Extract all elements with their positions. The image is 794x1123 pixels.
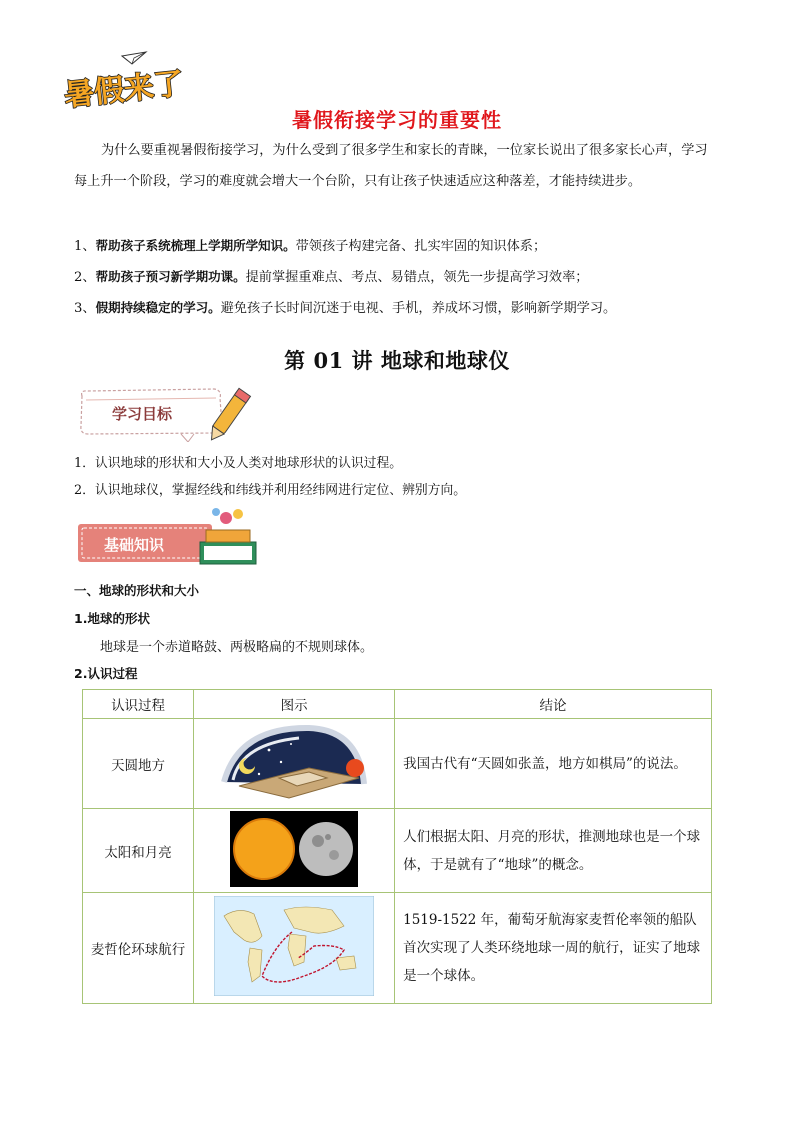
illustration-cell (194, 809, 395, 893)
sky-dome-illustration (219, 722, 369, 802)
illustration-cell (194, 893, 395, 1004)
books-icon (200, 508, 256, 564)
stage-cell: 天圆地方 (83, 719, 194, 809)
knowledge-table (82, 689, 712, 1004)
illustration-cell (194, 719, 395, 809)
table-row (83, 809, 712, 893)
badge-label: 基础知识 (104, 536, 165, 554)
voyage-map-illustration (214, 896, 374, 996)
svg-text:暑假来了: 暑假来了 (62, 66, 186, 114)
page-title: 暑假衔接学习的重要性 (292, 108, 502, 132)
header-cell: 认识过程 (83, 690, 194, 719)
intro-paragraph: 为什么要重视暑假衔接学习，为什么受到了很多学生和家长的青睐，一位家长说出了很多家长心声，学习每上升一个阶段，学习的难度就会增大一个台阶，只有让孩子快速适应这种落差，才能持续进步。 (74, 143, 708, 189)
stage-cell: 麦哲伦环球航行 (83, 893, 194, 1004)
goal-item: 2．认识地球仪，掌握经线和纬线并利用经纬网进行定位、辨别方向。 (74, 483, 467, 498)
section-title: 一、地球的形状和大小 (74, 583, 200, 598)
conclusion-cell: 我国古代有“天圆如张盖，地方如棋局”的说法。 (395, 719, 712, 809)
conclusion-cell: 人们根据太阳、月亮的形状，推测地球也是一个球体，于是就有了“地球”的概念。 (395, 809, 712, 893)
point-item: 3、假期持续稳定的学习。避免孩子长时间沉迷于电视、手机，养成坏习惯，影响新学期学习。 (74, 300, 617, 316)
learning-goals-badge (76, 386, 256, 442)
basic-knowledge-badge (76, 506, 262, 572)
table-row (83, 893, 712, 1004)
header-cell: 结论 (395, 690, 712, 719)
paper-plane-icon (122, 52, 146, 64)
table-header-row (83, 690, 712, 719)
badge-label: 学习目标 (112, 405, 173, 423)
header-cell: 图示 (194, 690, 395, 719)
table-row (83, 719, 712, 809)
sun-moon-illustration (230, 811, 358, 887)
stage-cell: 太阳和月亮 (83, 809, 194, 893)
point-item: 2、帮助孩子预习新学期功课。提前掌握重难点、考点、易错点，领先一步提高学习效率； (74, 269, 589, 285)
lecture-title: 第 01 讲 地球和地球仪 (284, 348, 510, 373)
conclusion-cell: 1519-1522 年，葡萄牙航海家麦哲伦率领的船队首次实现了人类环绕地球一周的航行，证实了地球是一个球体。 (395, 893, 712, 1004)
subsection-title: 1.地球的形状 (74, 611, 150, 626)
goal-item: 1．认识地球的形状和大小及人类对地球形状的认识过程。 (74, 456, 403, 471)
subsection-title: 2.认识过程 (74, 666, 138, 681)
point-item: 1、帮助孩子系统梳理上学期所学知识。带领孩子构建完备、扎实牢固的知识体系； (74, 238, 547, 254)
body-text: 地球是一个赤道略鼓、两极略扁的不规则球体。 (100, 640, 374, 655)
